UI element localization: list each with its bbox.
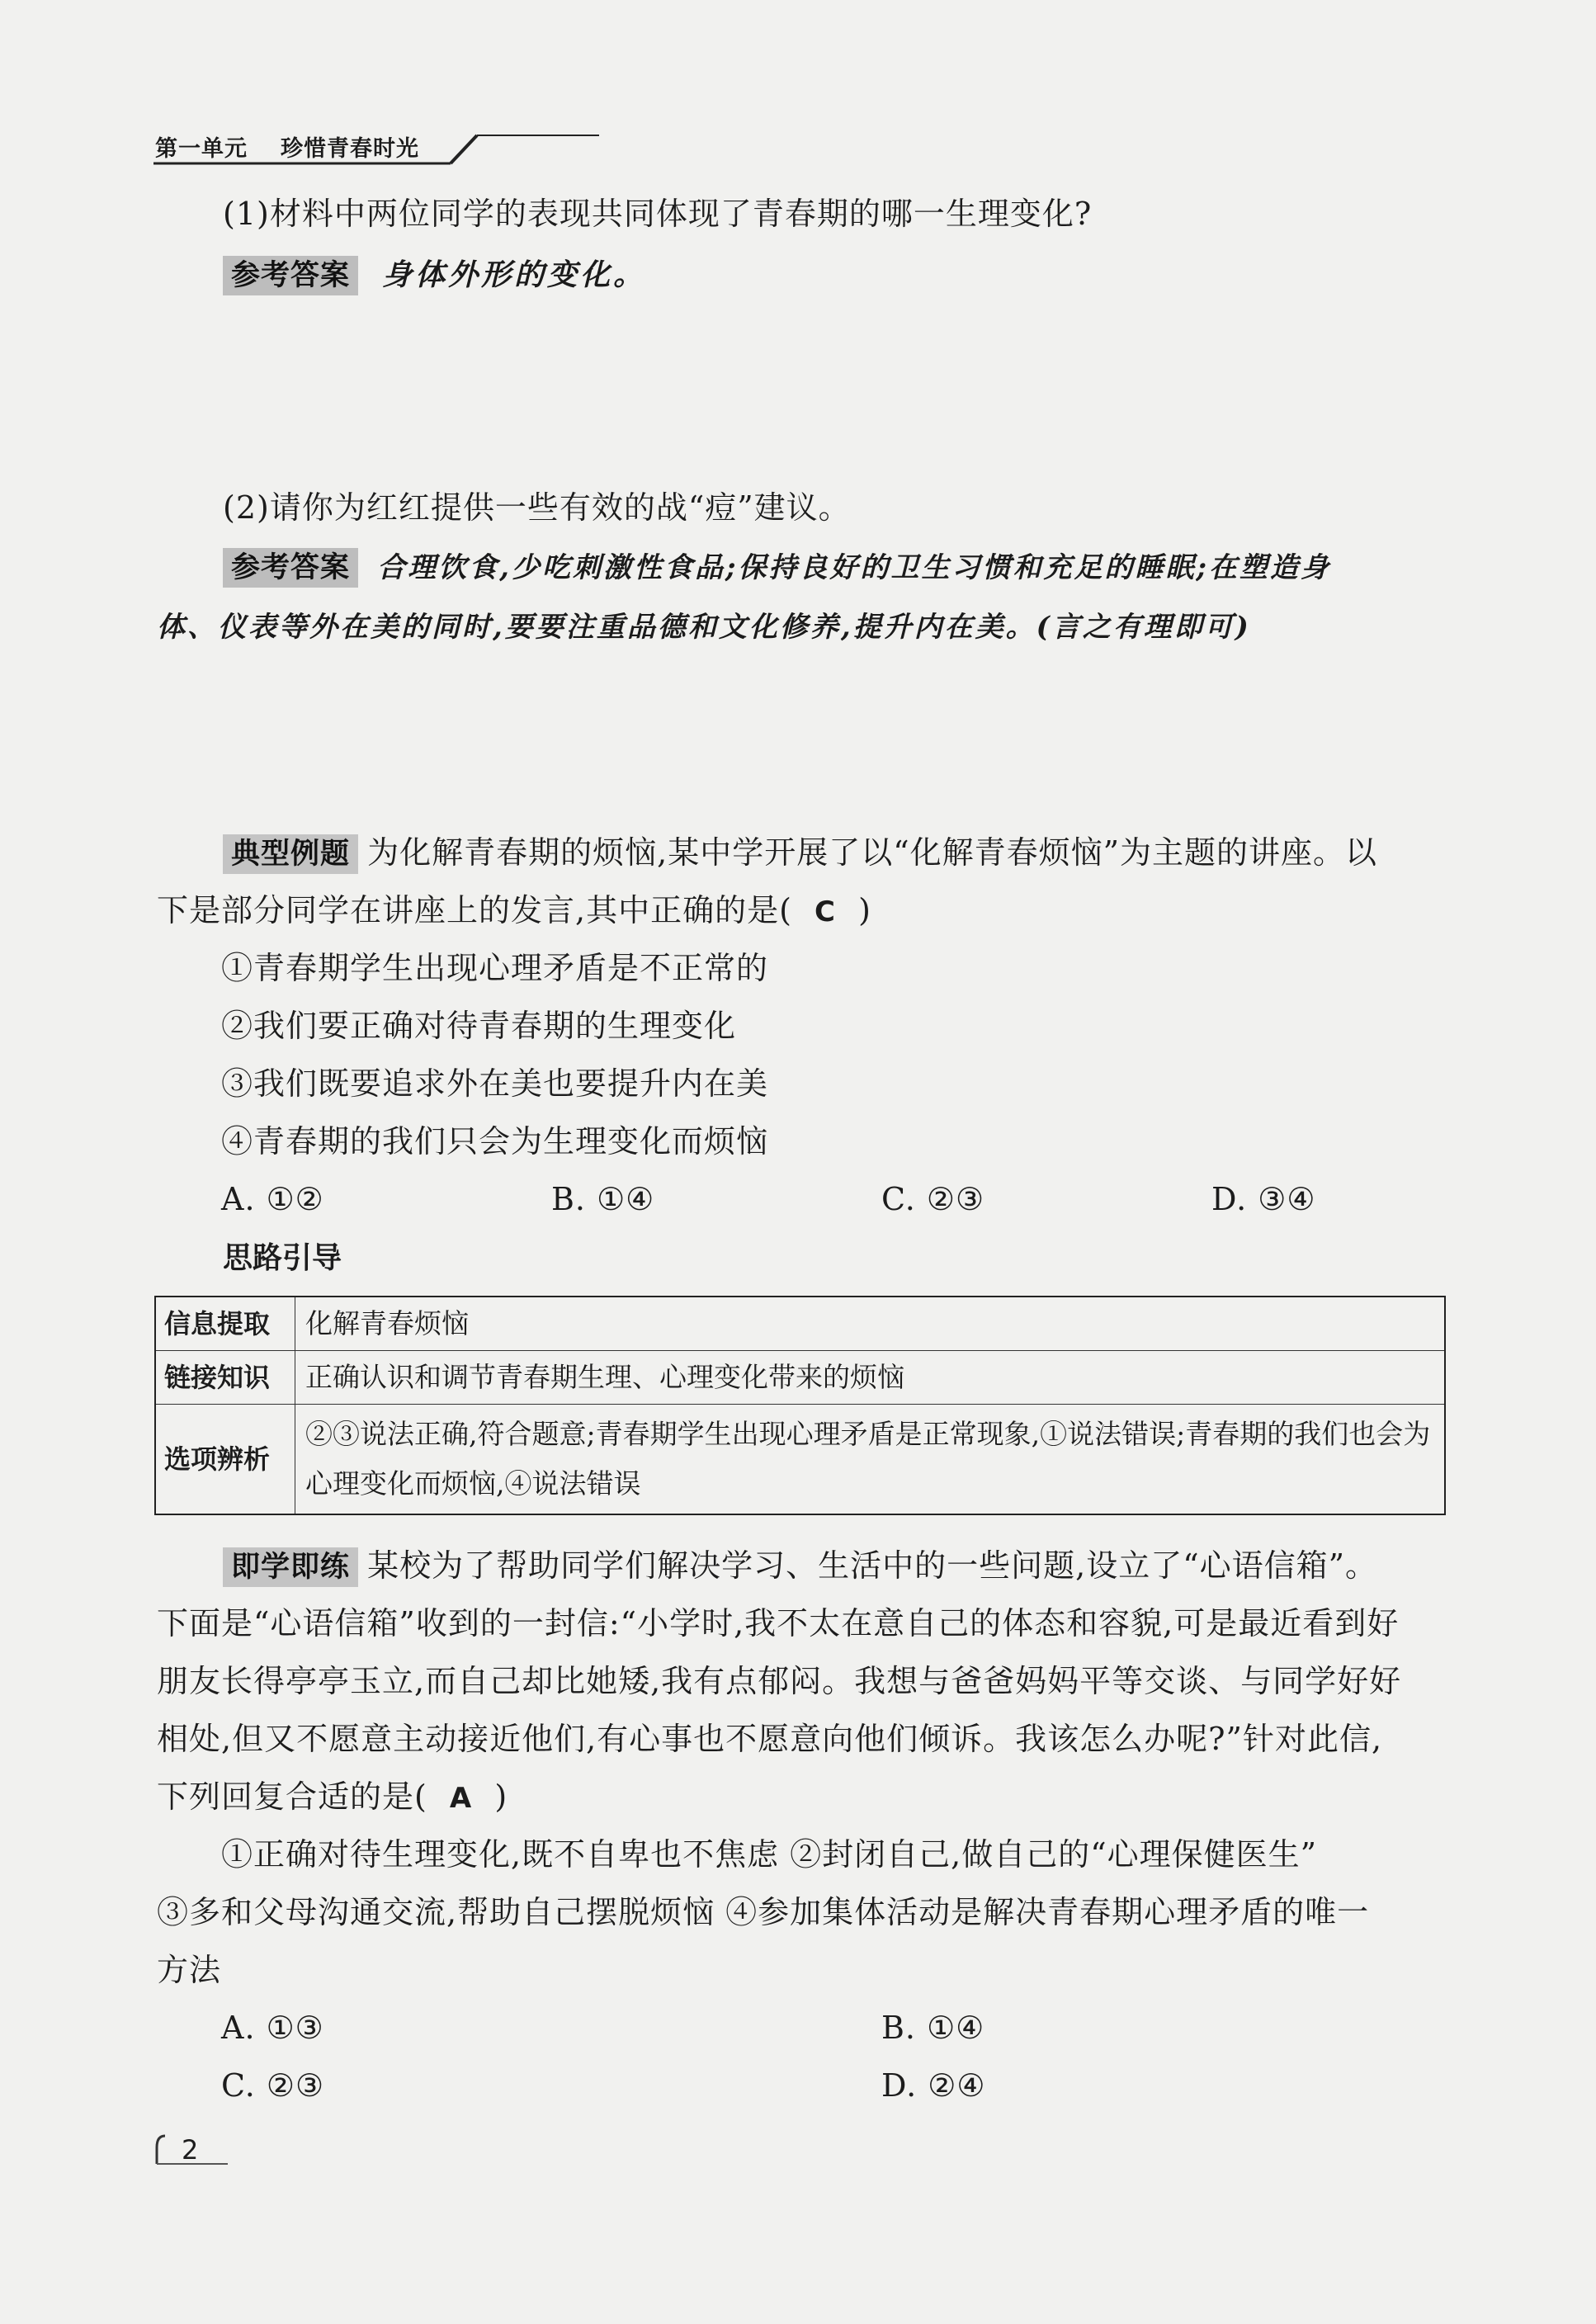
example-item: ④青春期的我们只会为生理变化而烦恼	[221, 1123, 769, 1160]
practice-answer: A	[449, 1782, 473, 1815]
example-stem-line2: 下是部分同学在讲座上的发言,其中正确的是(	[157, 892, 792, 928]
header-rule	[153, 124, 599, 167]
practice-line5-close: )	[494, 1778, 508, 1815]
practice-option-a: A. ①③	[221, 2010, 324, 2046]
guide-title: 思路引导	[223, 1241, 342, 1275]
example-stem-line1: 为化解青春期的烦恼,某中学开展了以“化解青春烦恼”为主题的讲座。以	[367, 834, 1378, 871]
table-row	[155, 1405, 1445, 1515]
q1-answer-row	[223, 252, 646, 295]
q1-question: (1)材料中两位同学的表现共同体现了青春期的哪一生理变化?	[223, 196, 1093, 232]
guide-key: 信息提取	[155, 1297, 295, 1351]
practice-option-b: B. ①④	[881, 2010, 985, 2046]
q1-answer-label: 参考答案	[223, 256, 358, 295]
practice-line4: 相处,但又不愿意主动接近他们,有心事也不愿意向他们倾诉。我该怎么办呢?”针对此信,	[157, 1721, 1383, 1757]
q1-answer-text: 身体外形的变化。	[382, 257, 647, 292]
q2-question: (2)请你为红红提供一些有效的战“痘”建议。	[223, 489, 851, 526]
example-stem-close: )	[858, 892, 871, 928]
practice-line2: 下面是“心语信箱”收到的一封信:“小学时,我不太在意自己的体态和容貌,可是最近看到好	[157, 1605, 1400, 1641]
practice-line1: 某校为了帮助同学们解决学习、生活中的一些问题,设立了“心语信箱”。	[367, 1547, 1378, 1584]
example-label: 典型例题	[223, 834, 358, 874]
page-number: 2	[182, 2134, 199, 2166]
practice-items-line2: ③多和父母沟通交流,帮助自己摆脱烦恼 ④参加集体活动是解决青春期心理矛盾的唯一	[157, 1894, 1370, 1930]
q2-answer-label: 参考答案	[223, 548, 358, 588]
practice-line5: 下列回复合适的是(	[157, 1778, 427, 1815]
example-item: ③我们既要追求外在美也要提升内在美	[221, 1065, 769, 1102]
table-row	[155, 1297, 1445, 1351]
practice-label: 即学即练	[223, 1547, 358, 1587]
example-option-d: D. ③④	[1211, 1181, 1316, 1217]
practice-items-line3: 方法	[157, 1952, 222, 1988]
guide-table	[154, 1296, 1446, 1515]
guide-value: 正确认识和调节青春期生理、心理变化带来的烦恼	[295, 1351, 1446, 1405]
practice-row1	[223, 1543, 1377, 1588]
example-option-b: B. ①④	[551, 1181, 655, 1217]
practice-option-d: D. ②④	[881, 2067, 986, 2104]
example-answer: C	[815, 895, 836, 928]
unit-label: 第一单元	[155, 136, 248, 162]
guide-key: 选项辨析	[155, 1405, 295, 1515]
q2-answer-line2: 体、仪表等外在美的同时,要要注重品德和文化修养,提升内在美。(言之有理即可)	[157, 611, 1251, 644]
q2-answer-row	[223, 545, 1461, 588]
unit-title: 珍惜青春时光	[281, 136, 419, 162]
guide-key: 链接知识	[155, 1351, 295, 1405]
example-option-a: A. ①②	[221, 1181, 324, 1217]
example-stem-row1	[223, 830, 1377, 875]
example-option-c: C. ②③	[881, 1181, 985, 1217]
practice-option-c: C. ②③	[221, 2067, 325, 2104]
practice-row5	[157, 1774, 508, 1821]
q2-answer-line1: 合理饮食,少吃刺激性食品;保持良好的卫生习惯和充足的睡眠;在塑造身	[377, 551, 1332, 584]
example-item: ①青春期学生出现心理矛盾是不正常的	[221, 950, 769, 986]
practice-line3: 朋友长得亭亭玉立,而自己却比她矮,我有点郁闷。我想与爸爸妈妈平等交谈、与同学好好	[157, 1663, 1402, 1699]
example-item: ②我们要正确对待青春期的生理变化	[221, 1008, 737, 1044]
table-row	[155, 1351, 1445, 1405]
guide-value: ②③说法正确,符合题意;青春期学生出现心理矛盾是正常现象,①说法错误;青春期的我们也会为心理变化而烦恼,④说法错误	[295, 1405, 1446, 1515]
guide-value: 化解青春烦恼	[295, 1297, 1446, 1351]
practice-items-line1: ①正确对待生理变化,既不自卑也不焦虑 ②封闭自己,做自己的“心理保健医生”	[221, 1836, 1318, 1873]
example-stem-row2	[157, 888, 871, 934]
